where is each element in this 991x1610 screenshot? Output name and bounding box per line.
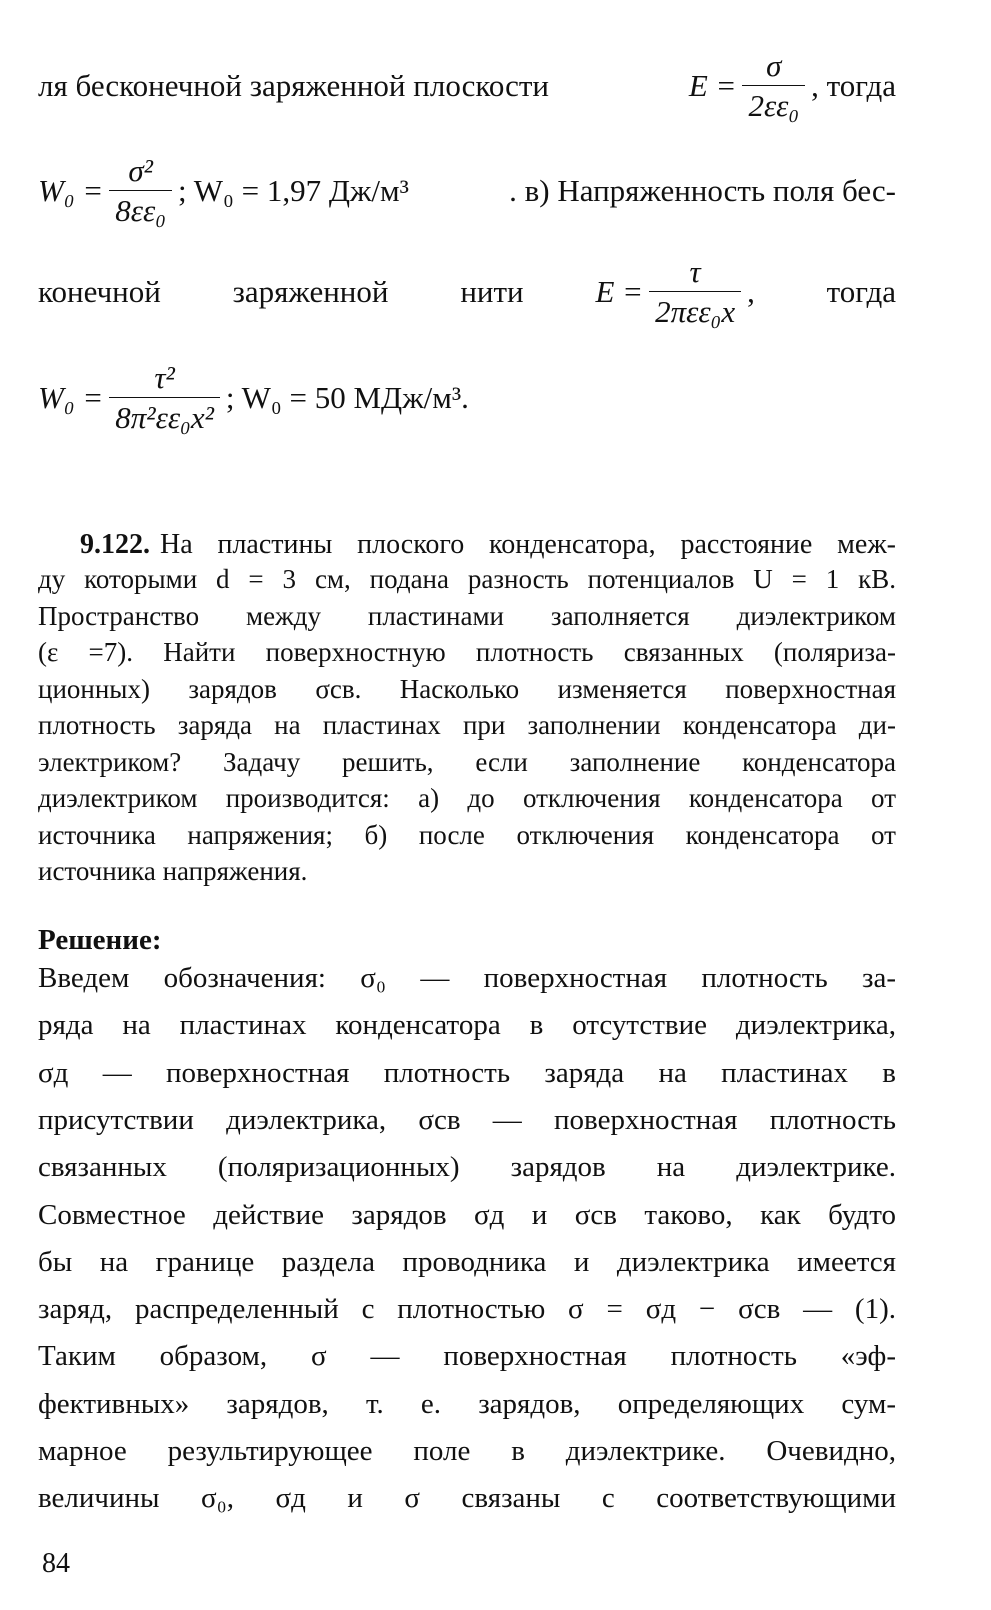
text-line: ционных) зарядов σсв. Насколько изменяется поверхностная — [38, 673, 896, 704]
formula-lhs: E = — [595, 274, 644, 309]
formula-lhs: E = — [688, 68, 737, 103]
fraction — [742, 48, 805, 124]
text-line: (ε =7). Найти поверхностную плотность связанных (поляриза- — [38, 637, 896, 667]
solution-heading: Решение: — [38, 924, 162, 956]
problem-number: 9.122. — [80, 529, 150, 560]
line-4-tail: . — [461, 380, 469, 415]
formula-value: ; W₀ = 1,97 Дж/м³ — [178, 173, 409, 208]
fraction-numerator: σ² — [128, 153, 153, 188]
fraction — [649, 254, 741, 330]
text-line-2 — [38, 148, 896, 234]
text-line: электриком? Задачу решить, если заполнение конденсатора — [38, 746, 896, 777]
formula-field-plane — [689, 48, 896, 124]
formula-energy-plane — [38, 153, 409, 229]
line-1-tail: , тогда — [811, 68, 896, 103]
text-line: величины σ₀, σд и σ связаны с соответствующими — [38, 1482, 896, 1515]
text-line: σд — поверхностная плотность заряда на пластинах в — [38, 1056, 896, 1089]
text-line: заряд, распределенный с плотностью σ = σд − σсв — (1). — [38, 1293, 896, 1326]
text-line: источника напряжения. — [38, 856, 308, 886]
problem-line-text: На пластины плоского конденсатора, расстояние меж- — [160, 529, 896, 560]
line-3-tail: тогда — [826, 274, 896, 309]
text-line-3 — [38, 252, 896, 332]
line-3-word-2: заряженной — [232, 274, 389, 309]
fraction-denominator: 2εε₀ — [742, 85, 805, 124]
text-line: диэлектриком производится: а) до отключения конденсатора от — [38, 783, 896, 813]
fraction-denominator: 2πεε₀x — [649, 291, 741, 330]
text-line: фективных» зарядов, т. е. зарядов, определяющих сум- — [38, 1387, 896, 1420]
text-line-4 — [38, 350, 469, 446]
text-line: Совместное действие зарядов σд и σсв таково, как будто — [38, 1198, 896, 1231]
line-3-word-1: конечной — [38, 274, 161, 309]
text-line: ду которыми d = 3 см, подана разность потенциалов U = 1 кВ. — [38, 564, 896, 594]
formula-lhs: W₀ = — [38, 380, 104, 415]
text-line: плотность заряда на пластинах при заполнении конденсатора ди- — [38, 710, 896, 740]
page-number: 84 — [42, 1548, 70, 1579]
text-line: марное результирующее поле в диэлектрике. Очевидно, — [38, 1435, 896, 1467]
fraction — [109, 360, 220, 436]
fraction-numerator: σ — [766, 48, 782, 83]
text-line-1 — [38, 48, 896, 124]
text-line: Таким образом, σ — поверхностная плотность «эф- — [38, 1340, 896, 1373]
text-line: ряда на пластинах конденсатора в отсутствие диэлектрика, — [38, 1009, 896, 1042]
fraction-denominator: 8εε₀ — [109, 190, 172, 229]
text-line: Пространство между пластинами заполняется диэлектриком — [38, 600, 896, 631]
text-line: Введем обозначения: σ₀ — поверхностная плотность за- — [38, 962, 896, 994]
text-line: бы на границе раздела проводника и диэлектрика имеется — [38, 1245, 896, 1278]
text-line: источника напряжения; б) после отключения конденсатора от — [38, 819, 896, 850]
formula-lhs: W₀ = — [38, 173, 104, 208]
fraction-numerator: τ — [689, 254, 701, 289]
text-line: связанных (поляризационных) зарядов на диэлектрике. — [38, 1151, 896, 1184]
fraction-denominator: 8π²εε₀x² — [109, 397, 220, 436]
formula-value: ; W₀ = 50 МДж/м³ — [225, 380, 462, 415]
fraction-numerator: τ² — [154, 360, 175, 395]
formula-field-thread: E = $\frac{\tau}{\text{2πεε₀x}}$ , — [595, 254, 755, 329]
line-3-word-3: нити — [460, 274, 524, 309]
line-1-text: ля бесконечной заряженной плоскости — [38, 68, 550, 103]
fraction — [109, 153, 172, 229]
text-line: присутствии диэлектрика, σсв — поверхностная плотность — [38, 1103, 896, 1136]
line-2-text: . в) Напряженность поля бес- — [509, 173, 896, 208]
problem-line-1 — [80, 528, 896, 562]
